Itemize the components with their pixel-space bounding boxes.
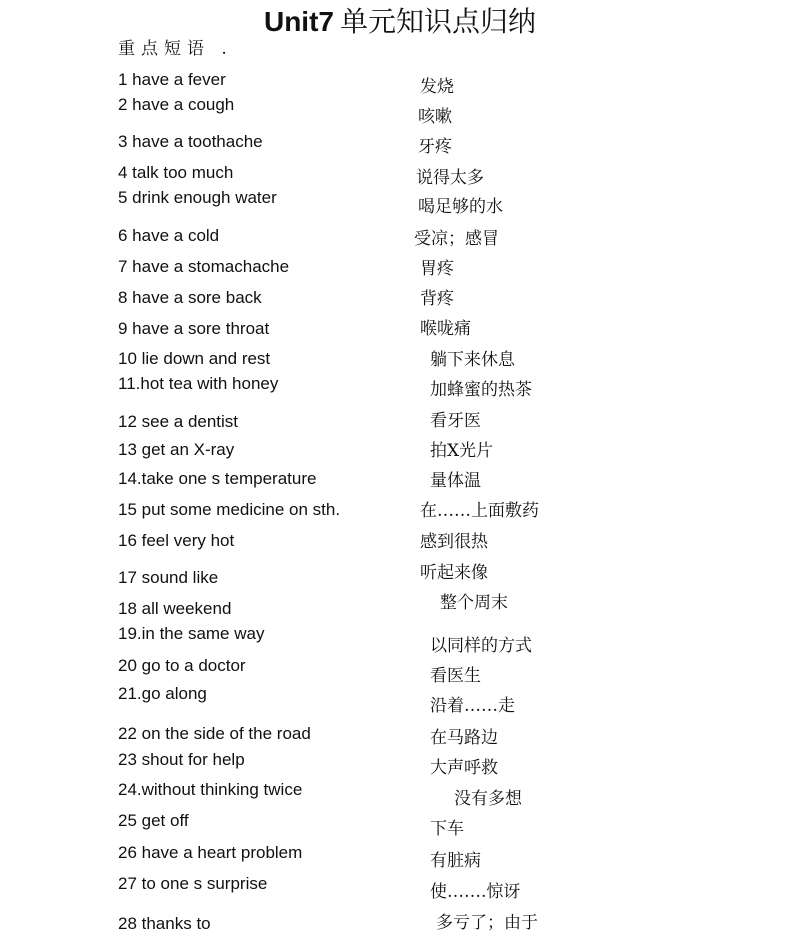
phrase-zh: 喝足够的水 (418, 197, 503, 217)
phrase-en: 28 thanks to (118, 914, 211, 933)
phrase-zh: 牙疼 (418, 137, 452, 157)
phrase-zh: 看医生 (430, 666, 481, 686)
phrase-en: 13 get an X-ray (118, 440, 235, 459)
phrase-zh: 沿着……走 (430, 696, 515, 716)
phrase-zh: 没有多想 (454, 789, 522, 809)
phrase-zh: 咳嗽 (418, 107, 452, 127)
phrase-en: 2 have a cough (118, 95, 235, 114)
phrase-zh: 感到很热 (420, 532, 488, 552)
phrase-zh: 下车 (430, 819, 464, 839)
phrase-zh: 喉咙痛 (420, 319, 471, 339)
phrase-en: 18 all weekend (118, 599, 232, 618)
phrase-en: 12 see a dentist (118, 412, 239, 431)
phrase-en: 7 have a stomachache (118, 257, 290, 276)
section-label: 重点短语 . (118, 39, 233, 59)
phrase-zh: 量体温 (430, 471, 481, 491)
phrase-en: 27 to one s surprise (118, 874, 268, 893)
phrase-en: 9 have a sore throat (118, 319, 270, 338)
phrase-zh: 多亏了；由于 (436, 913, 538, 933)
phrase-zh: 在马路边 (430, 728, 498, 748)
phrase-zh: 拍X光片 (430, 441, 494, 461)
phrase-en: 19.in the same way (118, 624, 265, 643)
phrase-zh: 说得太多 (416, 168, 484, 188)
phrase-zh: 在……上面敷药 (420, 501, 539, 521)
phrase-en: 26 have a heart problem (118, 843, 303, 862)
title-subject: 单元知识点归纳 (339, 5, 536, 38)
phrase-zh: 大声呼救 (430, 758, 498, 778)
phrase-en: 25 get off (118, 811, 189, 830)
phrase-en: 4 talk too much (118, 163, 234, 182)
phrase-zh: 使…….惊讶 (430, 882, 521, 902)
unit-label: Unit7 (263, 6, 334, 37)
phrase-en: 24.without thinking twice (118, 780, 303, 799)
phrase-en: 3 have a toothache (118, 132, 263, 151)
phrase-en: 1 have a fever (118, 70, 226, 89)
phrase-en: 14.take one s temperature (118, 469, 317, 488)
phrase-en: 20 go to a doctor (118, 656, 246, 675)
phrase-en: 6 have a cold (118, 226, 220, 245)
phrase-en: 8 have a sore back (118, 288, 262, 307)
phrase-zh: 以同样的方式 (430, 636, 532, 656)
phrase-zh: 听起来像 (420, 563, 488, 583)
phrase-zh: 有脏病 (430, 851, 481, 871)
phrase-zh: 受凉；感冒 (414, 229, 499, 249)
phrase-zh: 躺下来休息 (430, 350, 515, 370)
phrase-en: 10 lie down and rest (118, 349, 271, 368)
phrase-en: 21.go along (118, 684, 207, 703)
phrase-en: 17 sound like (118, 568, 219, 587)
phrase-zh: 加蜂蜜的热茶 (430, 380, 532, 400)
phrase-en: 15 put some medicine on sth. (118, 500, 341, 519)
phrase-zh: 背疼 (420, 289, 454, 309)
phrase-zh: 整个周末 (440, 593, 508, 613)
phrase-en: 5 drink enough water (118, 188, 277, 207)
phrase-zh: 胃疼 (420, 259, 454, 279)
phrase-zh: 发烧 (420, 77, 454, 97)
phrase-en: 11.hot tea with honey (118, 374, 279, 393)
phrase-en: 23 shout for help (118, 750, 245, 769)
phrase-en: 22 on the side of the road (118, 724, 311, 743)
phrase-zh: 看牙医 (430, 411, 481, 431)
page-title (0, 4, 800, 41)
phrase-en: 16 feel very hot (118, 531, 235, 550)
